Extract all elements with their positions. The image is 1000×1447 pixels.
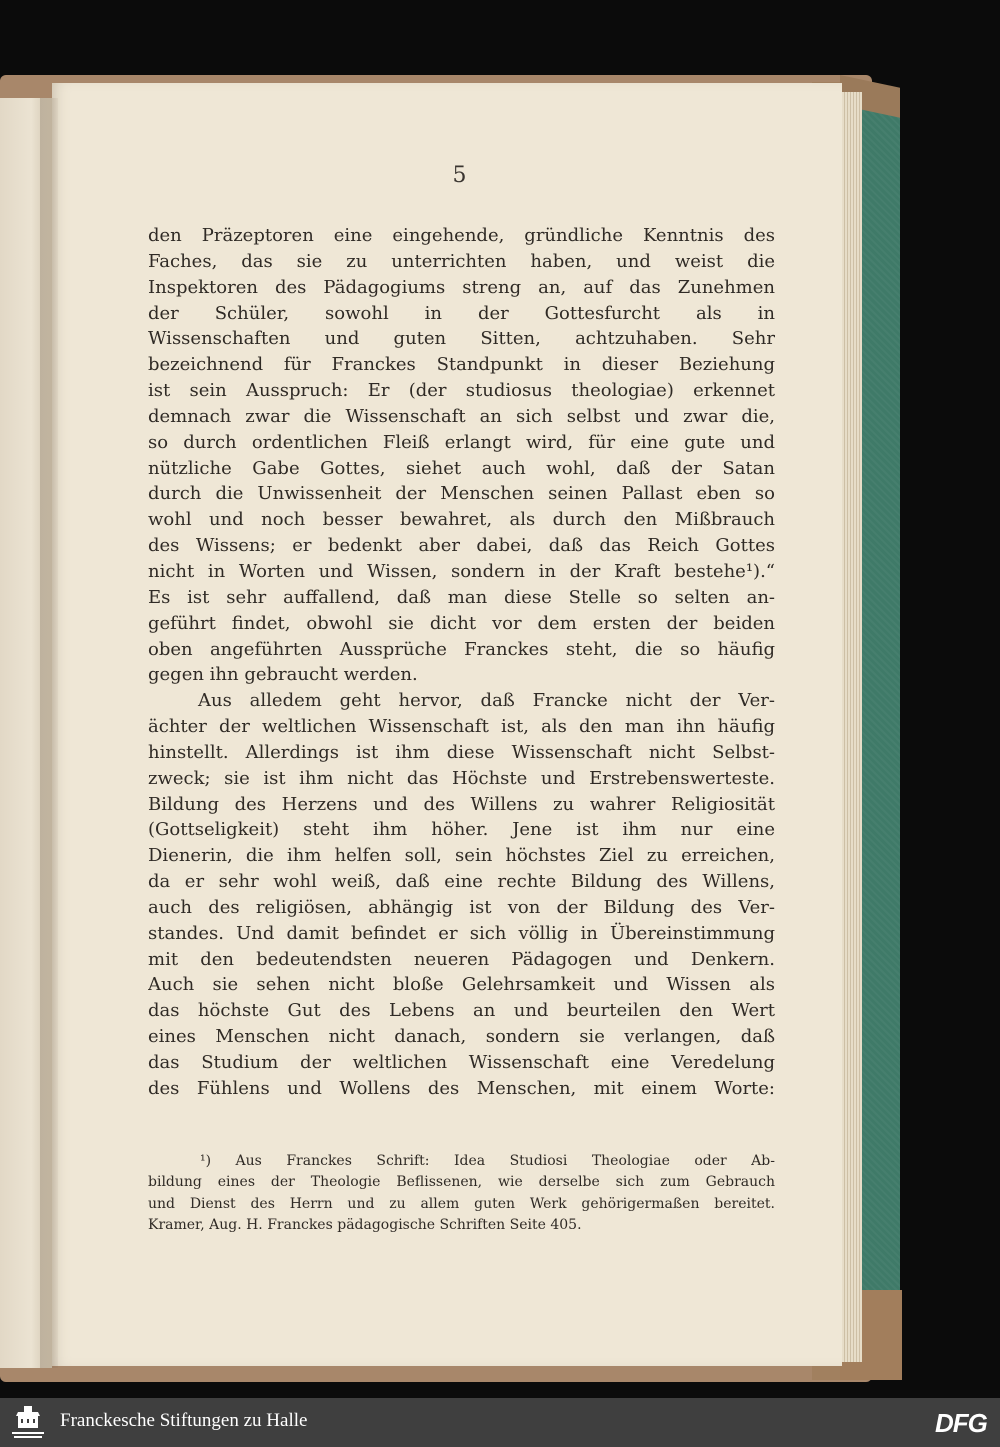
page-number: 5 — [452, 163, 467, 188]
text-line: demnach zwar die Wissenschaft an sich selbst und zwar die, — [148, 405, 775, 427]
footnote-line: bildung eines der Theologie Beflissenen, wie derselbe sich zum Gebrauch — [148, 1174, 775, 1191]
text-line: das Studium der weltlichen Wissenschaft eine Veredelung — [148, 1052, 775, 1073]
footnote-line: und Dienst des Herrn und zu allem guten Werk gehörigermaßen bereitet. — [148, 1195, 775, 1212]
text-line: da er sehr wohl weiß, daß eine rechte Bildung des Willens, — [148, 871, 775, 893]
text-line: so durch ordentlichen Fleiß erlangt wird, für eine gute und — [148, 431, 775, 453]
footnote — [148, 1151, 775, 1236]
franckesche-stiftungen-logo-icon — [10, 1402, 46, 1442]
text-line: Bildung des Herzens und des Willens zu wahrer Religiosität — [148, 793, 775, 815]
institution-name: Franckesche Stiftungen zu Halle — [60, 1410, 308, 1431]
text-line: durch die Unwissenheit der Menschen seinen Pallast eben so — [148, 483, 775, 505]
text-line: Faches, das sie zu unterrichten haben, und weist die — [148, 250, 775, 272]
text-line: das höchste Gut des Lebens an und beurteilen den Wert — [148, 1000, 775, 1022]
text-line: (Gottseligkeit) steht ihm höher. Jene ist ihm nur eine — [148, 819, 775, 841]
text-line: ist sein Ausspruch: Er (der studiosus theologiae) erkennet — [148, 380, 775, 402]
footnote-line: Kramer, Aug. H. Franckes pädagogische Schriften Seite 405. — [148, 1216, 582, 1233]
text-line: nützliche Gabe Gottes, siehet auch wohl, daß der Satan — [148, 457, 775, 479]
text-line: Aus alledem geht hervor, daß Francke nicht der Ver- — [198, 690, 775, 712]
footnote-line: ¹) Aus Franckes Schrift: Idea Studiosi Theologiae oder Ab- — [200, 1153, 775, 1169]
text-line: der Schüler, sowohl in der Gottesfurcht als in — [148, 302, 775, 324]
text-line: hinstellt. Allerdings ist ihm diese Wissenschaft nicht Selbst- — [148, 741, 775, 763]
text-line: zweck; sie ist ihm nicht das Höchste und Erstrebenswerteste. — [148, 767, 775, 789]
text-line: Inspektoren des Pädagogiums streng an, auf das Zunehmen — [148, 276, 775, 298]
text-line: Es ist sehr auffallend, daß man diese Stelle so selten an- — [148, 586, 775, 608]
text-line: standes. Und damit befindet er sich völlig in Übereinstimmung — [148, 922, 775, 944]
text-line: nicht in Worten und Wissen, sondern in der Kraft bestehe¹).“ — [148, 560, 775, 582]
text-line: des Fühlens und Wollens des Menschen, mit einem Worte: — [148, 1077, 775, 1099]
text-line: eines Menschen nicht danach, sondern sie verlangen, daß — [148, 1026, 775, 1048]
text-line: des Wissens; er bedenkt aber dabei, daß das Reich Gottes — [148, 535, 775, 557]
body-text — [148, 223, 775, 1102]
text-line: ächter der weltlichen Wissenschaft ist, als den man ihn häufig — [148, 716, 775, 738]
viewer-footer — [0, 1398, 1000, 1447]
text-line: gegen ihn gebraucht werden. — [148, 664, 418, 686]
text-line: bezeichnend für Franckes Standpunkt in dieser Beziehung — [148, 354, 775, 376]
text-line: Auch sie sehen nicht bloße Gelehrsamkeit und Wissen als — [148, 974, 775, 996]
page-gutter-shadow — [40, 98, 58, 1368]
text-line: geführt findet, obwohl sie dicht vor dem ersten der beiden — [148, 612, 775, 634]
text-line: oben angeführten Aussprüche Franckes steht, die so häufig — [148, 638, 775, 660]
dfg-logo: DFG — [935, 1408, 987, 1438]
text-line: mit den bedeutendsten neueren Pädagogen und Denkern. — [148, 948, 775, 970]
text-line: den Präzeptoren eine eingehende, gründliche Kenntnis des — [148, 225, 775, 246]
text-line: wohl und noch besser bewahret, als durch den Mißbrauch — [148, 509, 775, 531]
book-page — [52, 83, 842, 1366]
text-line: Dienerin, die ihm helfen soll, sein höchstes Ziel zu erreichen, — [148, 845, 775, 867]
text-line: auch des religiösen, abhängig ist von der Bildung des Ver- — [148, 896, 775, 918]
text-line: Wissenschaften und guten Sitten, achtzuhaben. Sehr — [148, 328, 775, 350]
